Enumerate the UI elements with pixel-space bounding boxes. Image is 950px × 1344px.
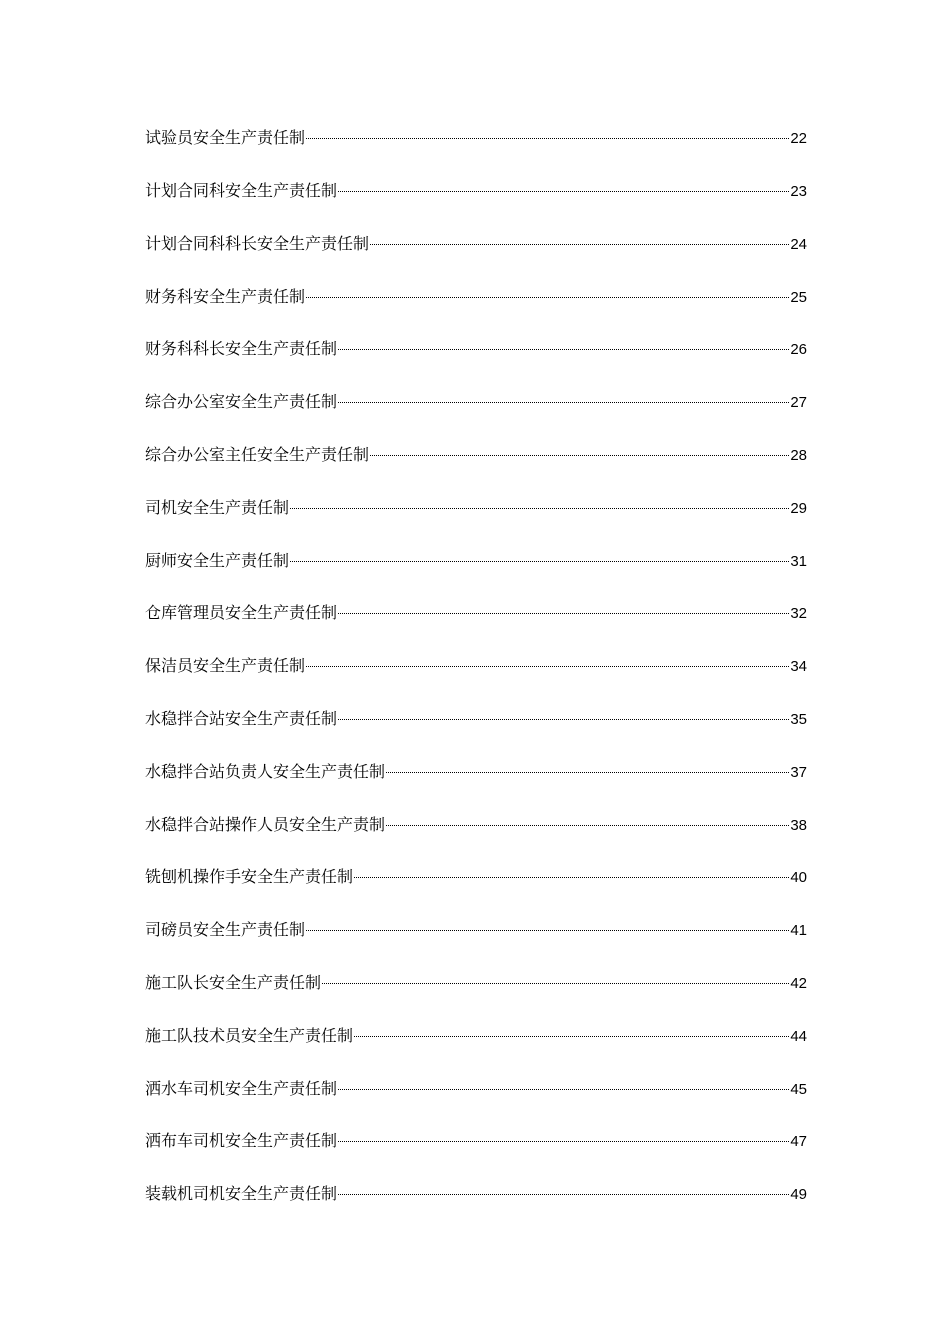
toc-dot-leader — [370, 441, 789, 460]
toc-entry-title: 财务科科长安全生产责任制 — [145, 339, 338, 359]
toc-entry-title: 水稳拌合站操作人员安全生产责制 — [145, 814, 386, 834]
toc-entry-page: 28 — [790, 446, 807, 464]
toc-entry-page: 22 — [790, 130, 807, 148]
toc-entry[interactable] — [145, 705, 807, 758]
toc-entry-title: 计划合同科科长安全生产责任制 — [145, 233, 370, 253]
toc-dot-leader — [338, 1074, 789, 1093]
toc-entry[interactable] — [145, 1127, 807, 1180]
toc-entry[interactable] — [145, 652, 807, 705]
table-of-contents — [145, 124, 807, 1233]
toc-dot-leader — [338, 177, 789, 196]
toc-dot-leader — [386, 810, 789, 829]
toc-entry-page: 32 — [790, 605, 807, 623]
toc-entry-title: 司机安全生产责任制 — [145, 497, 290, 517]
toc-entry-title: 施工队技术员安全生产责任制 — [145, 1025, 354, 1045]
toc-entry[interactable] — [145, 1074, 807, 1127]
toc-entry-page: 35 — [790, 710, 807, 728]
toc-dot-leader — [322, 969, 789, 988]
toc-entry-title: 洒布车司机安全生产责任制 — [145, 1131, 338, 1151]
toc-entry-page: 44 — [790, 1027, 807, 1045]
toc-entry-title: 水稳拌合站负责人安全生产责任制 — [145, 761, 386, 781]
toc-entry-title: 装载机司机安全生产责任制 — [145, 1184, 338, 1204]
toc-entry[interactable] — [145, 124, 807, 177]
toc-entry-page: 24 — [790, 235, 807, 253]
toc-dot-leader — [338, 388, 789, 407]
toc-entry[interactable] — [145, 335, 807, 388]
toc-entry[interactable] — [145, 969, 807, 1022]
toc-dot-leader — [386, 758, 789, 777]
toc-entry-page: 37 — [790, 763, 807, 781]
toc-entry-title: 施工队长安全生产责任制 — [145, 972, 322, 992]
toc-entry-title: 综合办公室安全生产责任制 — [145, 392, 338, 412]
toc-entry[interactable] — [145, 177, 807, 230]
toc-dot-leader — [290, 546, 789, 565]
toc-dot-leader — [370, 230, 789, 249]
toc-entry-title: 计划合同科安全生产责任制 — [145, 180, 338, 200]
toc-dot-leader — [290, 494, 789, 513]
toc-entry-title: 保洁员安全生产责任制 — [145, 656, 306, 676]
toc-entry[interactable] — [145, 494, 807, 547]
toc-entry-page: 31 — [790, 552, 807, 570]
toc-entry-page: 23 — [790, 182, 807, 200]
toc-entry-title: 仓库管理员安全生产责任制 — [145, 603, 338, 623]
toc-entry[interactable] — [145, 863, 807, 916]
toc-dot-leader — [354, 863, 789, 882]
toc-entry-page: 45 — [790, 1080, 807, 1098]
toc-dot-leader — [338, 705, 789, 724]
toc-entry-page: 49 — [790, 1186, 807, 1204]
toc-entry-page: 38 — [790, 816, 807, 834]
toc-entry[interactable] — [145, 282, 807, 335]
toc-dot-leader — [306, 282, 789, 301]
toc-entry-page: 27 — [790, 394, 807, 412]
toc-entry-page: 25 — [790, 288, 807, 306]
toc-dot-leader — [338, 599, 789, 618]
toc-entry[interactable] — [145, 230, 807, 283]
toc-entry-title: 司磅员安全生产责任制 — [145, 920, 306, 940]
toc-dot-leader — [306, 652, 789, 671]
toc-entry[interactable] — [145, 599, 807, 652]
toc-entry-page: 41 — [790, 922, 807, 940]
toc-entry[interactable] — [145, 1180, 807, 1233]
toc-entry-title: 试验员安全生产责任制 — [145, 128, 306, 148]
toc-entry-page: 40 — [790, 869, 807, 887]
toc-dot-leader — [306, 916, 789, 935]
toc-entry[interactable] — [145, 810, 807, 863]
toc-entry-page: 42 — [790, 974, 807, 992]
toc-entry-title: 厨师安全生产责任制 — [145, 550, 290, 570]
toc-entry-title: 铣刨机操作手安全生产责任制 — [145, 867, 354, 887]
toc-entry-title: 水稳拌合站安全生产责任制 — [145, 708, 338, 728]
toc-entry[interactable] — [145, 758, 807, 811]
toc-entry-title: 财务科安全生产责任制 — [145, 286, 306, 306]
toc-entry-page: 47 — [790, 1133, 807, 1151]
toc-dot-leader — [338, 335, 789, 354]
toc-entry[interactable] — [145, 388, 807, 441]
toc-entry-page: 26 — [790, 341, 807, 359]
toc-entry[interactable] — [145, 1022, 807, 1075]
toc-dot-leader — [306, 124, 789, 143]
toc-dot-leader — [354, 1022, 789, 1041]
toc-entry[interactable] — [145, 916, 807, 969]
toc-entry[interactable] — [145, 546, 807, 599]
toc-entry[interactable] — [145, 441, 807, 494]
toc-entry-page: 29 — [790, 499, 807, 517]
toc-dot-leader — [338, 1127, 789, 1146]
toc-entry-title: 洒水车司机安全生产责任制 — [145, 1078, 338, 1098]
toc-entry-title: 综合办公室主任安全生产责任制 — [145, 444, 370, 464]
toc-entry-page: 34 — [790, 658, 807, 676]
toc-dot-leader — [338, 1180, 789, 1199]
